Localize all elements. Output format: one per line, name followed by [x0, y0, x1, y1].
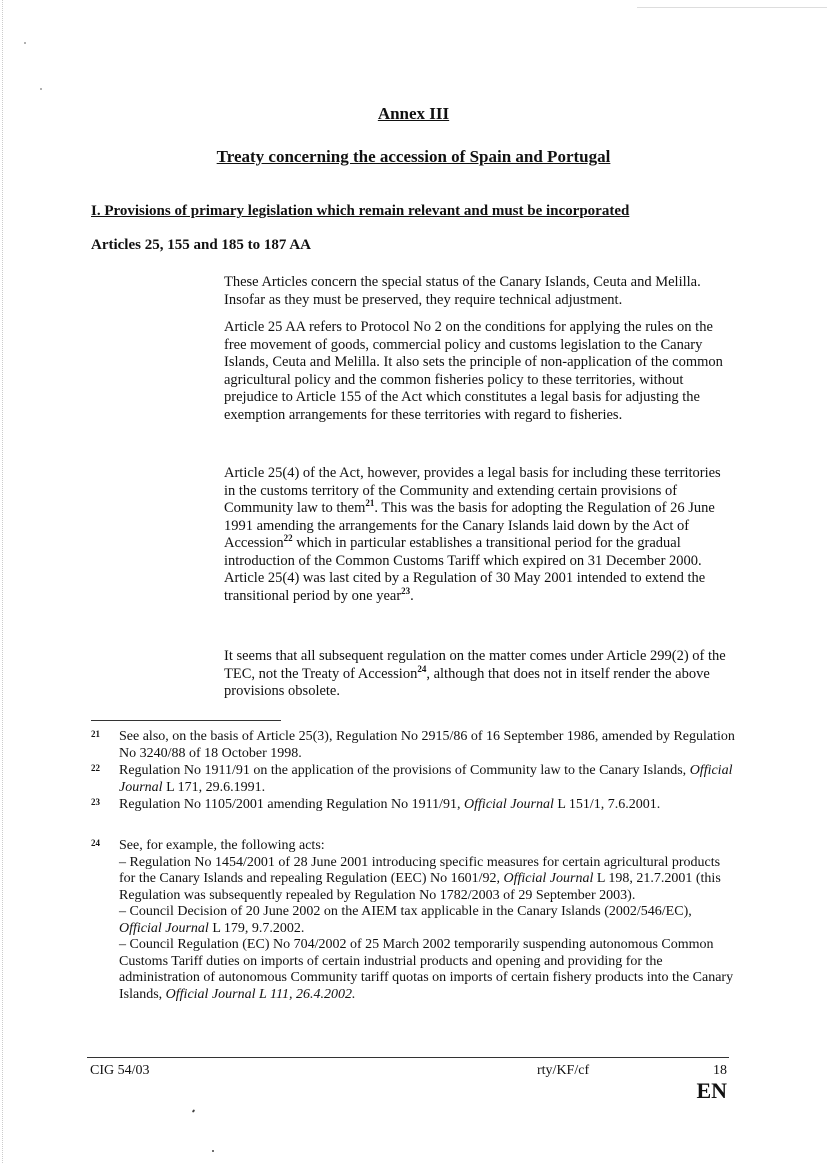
footnote-text: See also, on the basis of Article 25(3), Regulation No 2915/86 of 16 September 1986, amended by Regulation No 3240/88 of 18 October 1998. — [119, 729, 735, 761]
treaty-title: Treaty concerning the accession of Spain and Portugal — [216, 147, 611, 166]
scan-speck — [40, 88, 42, 90]
footnote-text-part: L 171, 29.6.1991. — [162, 779, 266, 795]
paragraph-status: These Articles concern the special status of the Canary Islands, Ceuta and Melilla. Insofar as they must be preserved, they require technical adjustment. — [224, 274, 701, 308]
footnote-ref-21: 21 — [365, 498, 375, 508]
paragraph-text: , although that does not in itself render the above provisions obsolete. — [224, 665, 710, 699]
footnote-text-part: L 179, 9.7.2002. — [208, 920, 305, 936]
footnote-text-part: L 151/1, 7.6.2001. — [553, 797, 661, 812]
paragraph-text: . — [410, 587, 414, 604]
paragraph-text: It seems that all subsequent regulation on the matter comes under Article 299(2) of the TEC, not the Treaty of Accession — [224, 648, 726, 682]
footnote-separator — [91, 720, 281, 721]
footnote-text-part: Regulation No 1911/91 on the application of the provisions of Community law to the Canary Islands, — [119, 763, 690, 778]
official-journal-label: Official Journal — [464, 797, 554, 812]
footnote-text-part: – Regulation No 1454/2001 of 28 June 2001 introducing specific measures for certain agricultural products for the Canary Islands and repealing Regulation (EEC) No 1601/92, — [119, 854, 721, 886]
section-heading: I. Provisions of primary legislation which remain relevant and must be incorporated — [91, 203, 630, 219]
document-code: CIG 54/03 — [90, 1063, 150, 1078]
footnote-item — [119, 904, 736, 937]
footnote-number: 21 — [91, 729, 100, 739]
footnote-number: 23 — [91, 797, 100, 807]
footnote-21 — [91, 729, 736, 762]
official-journal-label: Official Journal — [119, 920, 209, 936]
footnote-number: 22 — [91, 763, 100, 773]
paragraph-legal-basis — [224, 465, 734, 605]
language-code: EN — [696, 1078, 727, 1103]
footnote-24 — [91, 838, 736, 1003]
scan-speck — [192, 1109, 195, 1113]
paragraph-subsequent — [224, 648, 734, 701]
paragraph-text: which in particular establishes a transitional period for the gradual introduction of the Common Customs Tariff which expired on 31 December 2000. Article 25(4) was last cited by a Regulation of 30 May 2001 intended to extend the transitional period by one year — [224, 535, 706, 604]
scan-speck — [24, 42, 26, 44]
footnote-intro: See, for example, the following acts: — [119, 838, 325, 853]
footnote-text-part: – Council Decision of 20 June 2002 on the AIEM tax applicable in the Canary Islands (2002/546/EC), — [119, 904, 692, 919]
footnote-ref-22: 22 — [283, 533, 293, 543]
footnote-text-part: L 198, 21.7.2001 (this Regulation was subsequently repealed by Regulation No 1782/2003 of 29 September 2003). — [119, 871, 721, 903]
annex-title: Annex III — [377, 104, 450, 123]
official-journal-label: Official Journal — [503, 871, 594, 886]
footnote-number: 24 — [91, 838, 100, 848]
footnote-item — [119, 937, 736, 1003]
paragraph-protocol: Article 25 AA refers to Protocol No 2 on the conditions for applying the rules on the free movement of goods, commercial policy and customs legislation to the Canary Islands, Ceuta and Melilla. It also sets the principle of non-application of the common agricultural policy and the common fisheries policy to these territories, without prejudice to Article 155 of the Act which constitutes a legal basis for adjusting the exemption arrangements for these territories with regard to fisheries. — [224, 319, 723, 423]
footnote-ref-24: 24 — [417, 663, 427, 674]
paragraph-text: Article 25(4) of the Act, however, provides a legal basis for including these territories in the customs territory of the Community and extending certain provisions of Community law to them — [224, 465, 721, 516]
scan-edge-line — [637, 7, 827, 8]
scan-speck — [212, 1150, 214, 1152]
scan-left-edge — [2, 0, 3, 1163]
footer-separator — [87, 1057, 729, 1058]
footnote-23 — [91, 797, 736, 814]
articles-heading: Articles 25, 155 and 185 to 187 AA — [91, 237, 311, 253]
footnote-item — [119, 855, 736, 905]
footnote-22 — [91, 763, 736, 796]
page-number: 18 — [713, 1063, 727, 1078]
official-journal-label: Official Journal — [119, 763, 733, 795]
footnote-text-part: Regulation No 1105/2001 amending Regulation No 1911/91, — [119, 797, 465, 812]
footnote-text — [119, 763, 736, 796]
footnote-text — [119, 838, 736, 1003]
footnote-ref-23: 23 — [401, 585, 411, 596]
document-reference: rty/KF/cf — [537, 1063, 590, 1078]
footnote-text — [119, 797, 736, 814]
footnote-text-part: – Council Regulation (EC) No 704/2002 of 25 March 2002 temporarily suspending autonomous Common Customs Tariff duties on imports of certain industrial products and opening and providing for the administration of autonomous Community tariff quotas on imports of certain fishery products into the Canary Islands, — [119, 937, 734, 1002]
official-journal-label: Official Journal L 111, 26.4.2002. — [165, 986, 356, 1002]
paragraph-text: . This was the basis for adopting the Regulation of 26 June 1991 amending the arrangements for the Canary Islands laid down by the Act of Accession — [224, 500, 715, 551]
